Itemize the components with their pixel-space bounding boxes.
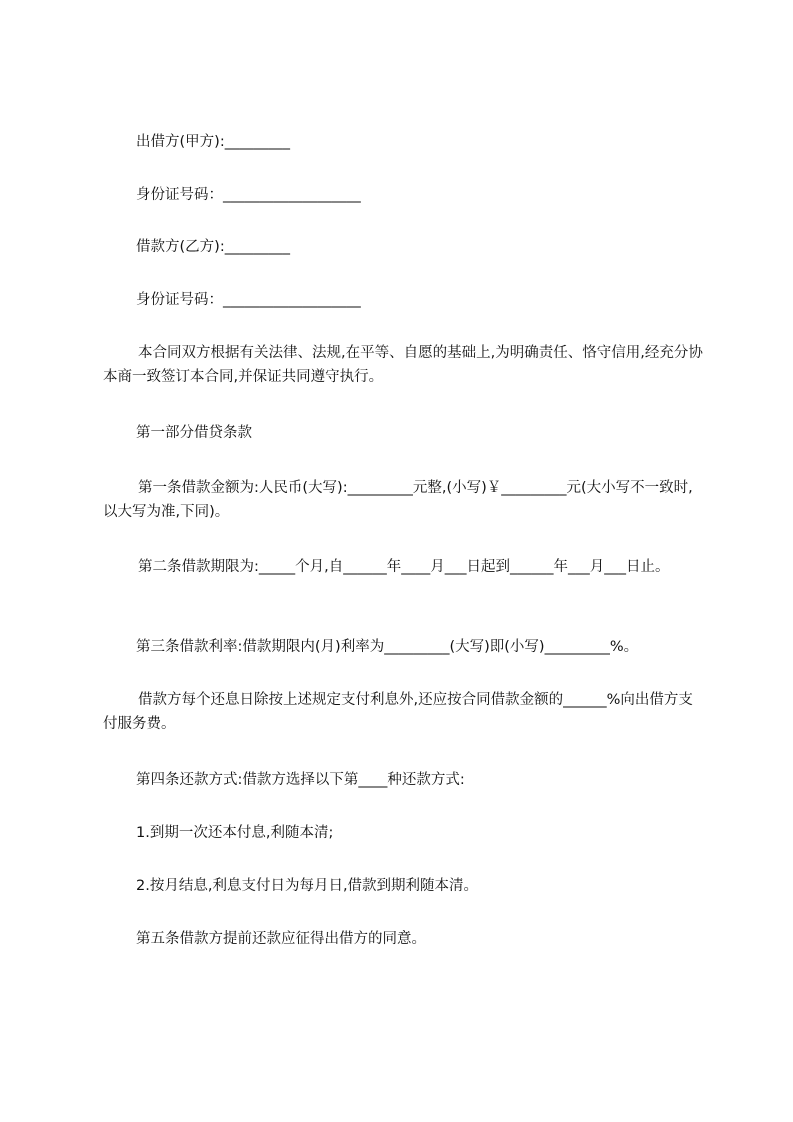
service-fee-paragraph: 借款方每个还息日除按上述规定支付利息外,还应按合同借款金额的______%向出借方支付服务费。 [103, 692, 693, 732]
article-three-line: 第三条借款利率:借款期限内(月)利率为_________(大写)即(小写)_________%。 [136, 639, 639, 655]
article-one-paragraph: 第一条借款金额为:人民币(大写):_________元整,(小写)￥_________元(大小写不一致时,以大写为准,下同)。 [103, 480, 693, 520]
repayment-option-two: 2.按月结息,利息支付日为每月日,借款到期利随本清。 [136, 878, 479, 894]
preamble-paragraph: 本合同双方根据有关法律、法规,在平等、自愿的基础上,为明确责任、恪守信用,经充分协本商一致签订本合同,并保证共同遵守执行。 [103, 345, 703, 385]
lender-id-line: 身份证号码：___________________ [136, 187, 361, 203]
repayment-option-one: 1.到期一次还本付息,利随本清; [136, 825, 334, 841]
lender-line: 出借方(甲方):_________ [136, 134, 290, 150]
part-one-heading: 第一部分借贷条款 [136, 425, 252, 441]
article-four-line: 第四条还款方式:借款方选择以下第____种还款方式: [136, 772, 465, 788]
borrower-line: 借款方(乙方):_________ [136, 239, 290, 255]
article-five-line: 第五条借款方提前还款应征得出借方的同意。 [136, 931, 426, 947]
borrower-id-line: 身份证号码：___________________ [136, 292, 361, 308]
article-two-paragraph: 第二条借款期限为:_____个月,自______年____月___日起到______年___月___日止。 [138, 559, 670, 575]
